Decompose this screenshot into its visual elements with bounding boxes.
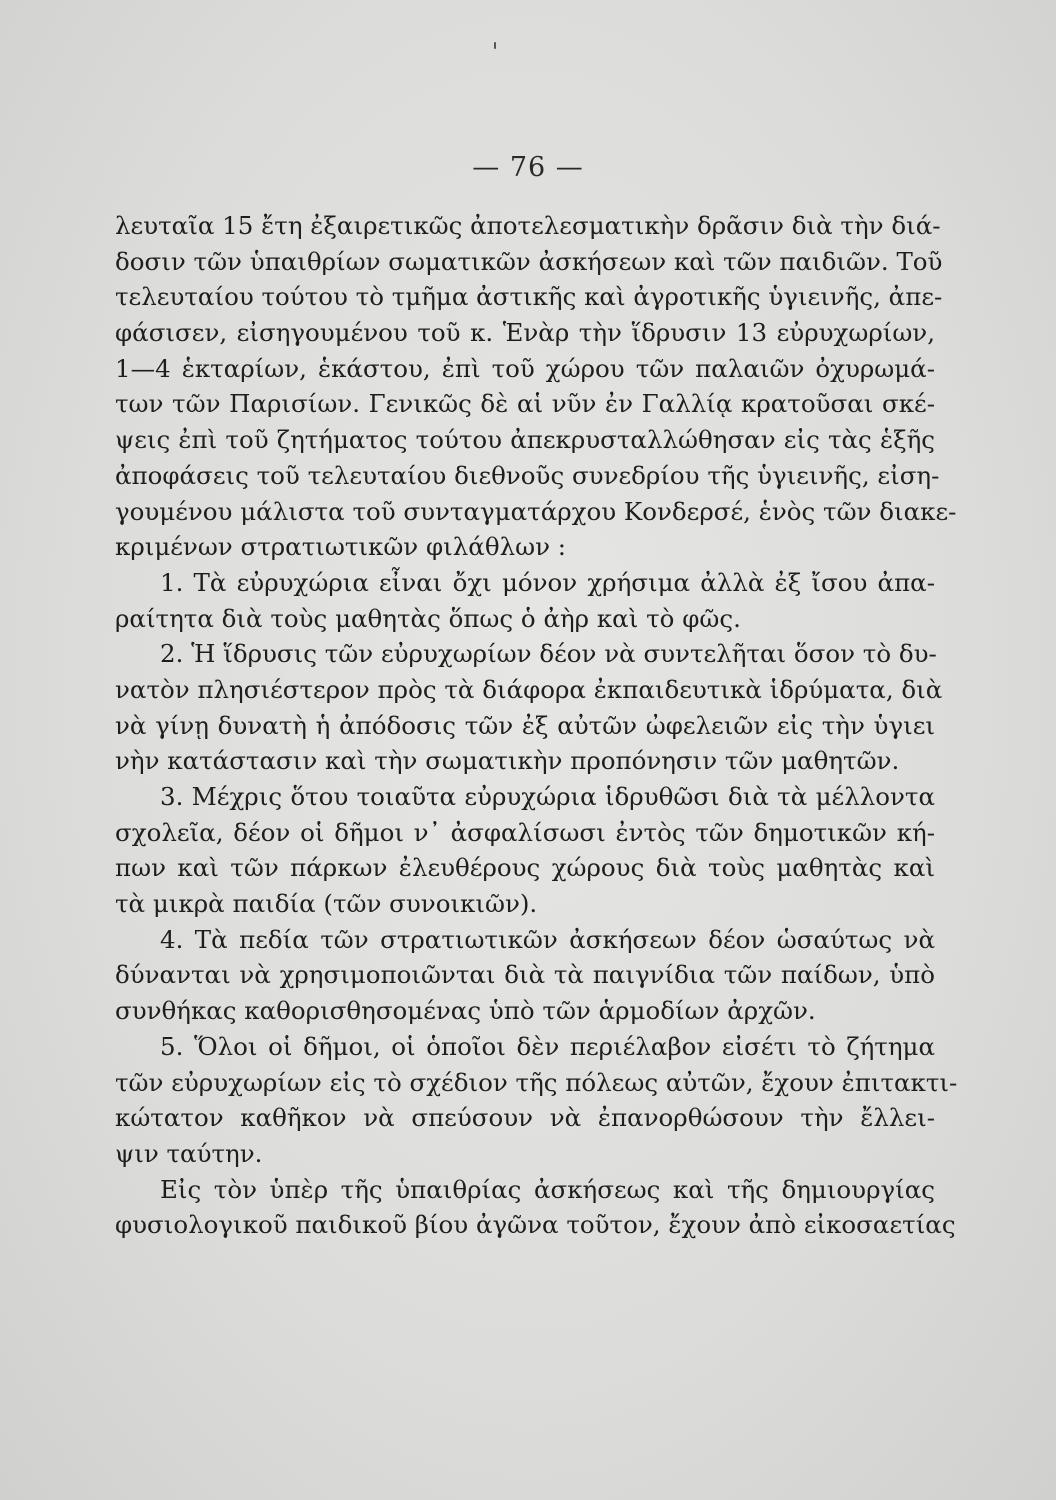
text-line: κώτατον καθῆκον νὰ σπεύσουν νὰ ἐπανορθώσουν τὴν ἔλλει- xyxy=(115,1103,935,1133)
text-line: γουμένου μάλιστα τοῦ συνταγματάρχου Κονδερσέ, ἑνὸς τῶν διακε- xyxy=(115,496,957,526)
text-line: 1. Τὰ εὐρυχώρια εἶναι ὄχι μόνον χρήσιμα ἀλλὰ ἐξ ἴσου ἀπα- xyxy=(160,567,935,597)
text-line: κριμένων στρατιωτικῶν φιλάθλων : xyxy=(115,532,567,562)
text-line: νὴν κατάστασιν καὶ τὴν σωματικὴν προπόνησιν τῶν μαθητῶν. xyxy=(115,746,900,776)
text-line: τελευταίου τούτου τὸ τμῆμα ἀστικῆς καὶ ἀγροτικῆς ὑγιεινῆς, ἀπε- xyxy=(115,282,943,312)
text-line: ἀποφάσεις τοῦ τελευταίου διεθνοῦς συνεδρίου τῆς ὑγιεινῆς, εἰση- xyxy=(115,460,940,490)
page-number: — 76 — xyxy=(472,152,584,183)
text-line: νατὸν πλησιέστερον πρὸς τὰ διάφορα ἐκπαιδευτικὰ ἱδρύματα, διὰ xyxy=(115,674,943,704)
ink-speck xyxy=(494,42,496,49)
text-line: 5. Ὅλοι οἱ δῆμοι, οἱ ὁποῖοι δὲν περιέλαβον εἰσέτι τὸ ζήτημα xyxy=(160,1031,935,1061)
body-text xyxy=(115,208,958,1243)
text-line: νὰ γίνῃ δυνατὴ ἡ ἀπόδοσις τῶν ἐξ αὐτῶν ὠφελειῶν εἰς τὴν ὑγιει xyxy=(115,710,935,740)
text-line: σχολεῖα, δέον οἱ δῆμοι ν᾿ ἀσφαλίσωσι ἐντὸς τῶν δημοτικῶν κή- xyxy=(115,817,935,847)
text-line: των τῶν Παρισίων. Γενικῶς δὲ αἱ νῦν ἐν Γαλλίᾳ κρατοῦσαι σκέ- xyxy=(115,389,935,419)
text-line: λευταῖα 15 ἔτη ἐξαιρετικῶς ἀποτελεσματικὴν δρᾶσιν διὰ τὴν διά- xyxy=(115,211,941,240)
text-line: 2. Ἡ ἵδρυσις τῶν εὐρυχωρίων δέον νὰ συντελῆται ὅσον τὸ δυ- xyxy=(160,639,937,669)
text-line: 1—4 ἑκταρίων, ἑκάστου, ἐπὶ τοῦ χώρου τῶν παλαιῶν ὀχυρωμά- xyxy=(115,353,935,383)
text-line: ψεις ἐπὶ τοῦ ζητήματος τούτου ἀπεκρυσταλλώθησαν εἰς τὰς ἑξῆς xyxy=(115,425,935,455)
text-line: δύνανται νὰ χρησιμοποιῶνται διὰ τὰ παιγνίδια τῶν παίδων, ὑπὸ xyxy=(115,960,935,990)
text-line: τῶν εὐρυχωρίων εἰς τὸ σχέδιον τῆς πόλεως αὐτῶν, ἔχουν ἐπιτακτι- xyxy=(115,1067,958,1097)
text-line: φάσισεν, εἰσηγουμένου τοῦ κ. Ἑνὰρ τὴν ἵδρυσιν 13 εὐρυχωρίων, xyxy=(115,318,935,348)
text-line: ραίτητα διὰ τοὺς μαθητὰς ὅπως ὁ ἀὴρ καὶ τὸ φῶς. xyxy=(115,603,741,633)
text-line: συνθήκας καθορισθησομένας ὑπὸ τῶν ἁρμοδίων ἀρχῶν. xyxy=(115,996,816,1026)
text-line: 4. Τὰ πεδία τῶν στρατιωτικῶν ἀσκήσεων δέον ὡσαύτως νὰ xyxy=(160,924,935,954)
text-line: Εἰς τὸν ὑπὲρ τῆς ὑπαιθρίας ἀσκήσεως καὶ τῆς δημιουργίας xyxy=(160,1174,935,1204)
text-line: πων καὶ τῶν πάρκων ἐλευθέρους χώρους διὰ τοὺς μαθητὰς καὶ xyxy=(115,853,935,883)
text-line: δοσιν τῶν ὑπαιθρίων σωματικῶν ἀσκήσεων καὶ τῶν παιδιῶν. Τοῦ xyxy=(115,246,943,276)
text-line: φυσιολογικοῦ παιδικοῦ βίου ἀγῶνα τοῦτον, ἔχουν ἀπὸ εἰκοσαετίας xyxy=(115,1210,956,1240)
text-line: ψιν ταύτην. xyxy=(115,1138,263,1168)
text-line: 3. Μέχρις ὅτου τοιαῦτα εὐρυχώρια ἱδρυθῶσι διὰ τὰ μέλλοντα xyxy=(160,782,935,811)
text-line: τὰ μικρὰ παιδία (τῶν συνοικιῶν). xyxy=(115,889,538,919)
